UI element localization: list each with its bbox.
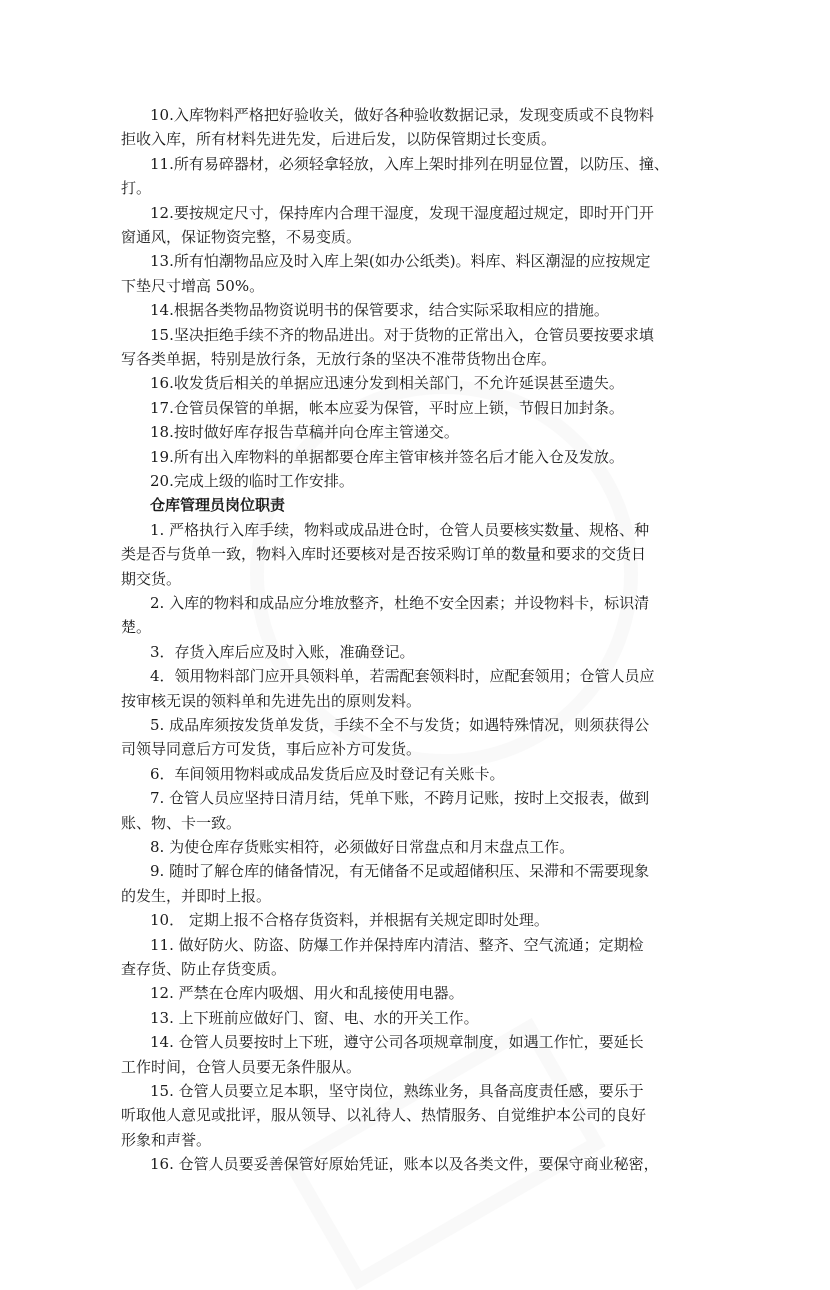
- text-line: 打。: [121, 179, 152, 198]
- text-line: 11. 做好防火、防盗、防爆工作并保持库内清洁、整齐、空气流通；定期检: [150, 935, 644, 954]
- text-line: 3．存货入库后应及时入账，准确登记。: [150, 642, 415, 661]
- text-line: 13.所有怕潮物品应及时入库上架(如办公纸类)。料库、料区潮湿的应按规定: [150, 252, 651, 271]
- text-line: 6．车间领用物料或成品发货后应及时登记有关账卡。: [150, 764, 505, 783]
- text-line: 1. 严格执行入库手续，物料或成品进仓时，仓管人员要核实数量、规格、种: [150, 520, 650, 539]
- section-heading: 仓库管理员岗位职责: [150, 496, 286, 515]
- text-line: 账、物、卡一致。: [121, 813, 242, 832]
- text-line: 4．领用物料部门应开具领料单，若需配套领料时，应配套领用；仓管人员应: [150, 667, 655, 686]
- text-line: 15. 仓管人员要立足本职，坚守岗位，熟练业务，具备高度责任感，要乐于: [150, 1082, 644, 1100]
- text-line: 写各类单据，特别是放行条，无放行条的坚决不准带货物出仓库。: [121, 350, 557, 368]
- text-line: 楚。: [121, 618, 152, 637]
- text-line: 2. 入库的物料和成品应分堆放整齐，杜绝不安全因素；并设物料卡，标识清: [150, 594, 650, 612]
- text-line: 16.收发货后相关的单据应迅速分发到相关部门，不允许延误甚至遗失。: [150, 374, 624, 393]
- text-line: 听取他人意见或批评，服从领导、以礼待人、热情服务、自觉维护本公司的良好: [121, 1106, 647, 1125]
- text-line: 11.所有易碎器材，必须轻拿轻放，入库上架时排列在明显位置，以防压、撞、: [150, 154, 669, 173]
- text-line: 10.入库物料严格把好验收关，做好各种验收数据记录，发现变质或不良物料: [150, 106, 654, 124]
- text-line: 14. 仓管人员要按时上下班，遵守公司各项规章制度，如遇工作忙，要延长: [150, 1033, 644, 1052]
- text-line: 按审核无误的领料单和先进先出的原则发料。: [121, 691, 422, 710]
- text-line: 20.完成上级的临时工作安排。: [150, 472, 354, 490]
- text-line: 18.按时做好库存报告草稿并向仓库主管递交。: [150, 423, 459, 442]
- text-line: 12.要按规定尺寸，保持库内合理干湿度，发现干湿度超过规定，即时开门开: [150, 203, 654, 222]
- text-line: 5. 成品库须按发货单发货，手续不全不与发货；如遇特殊情况，则须获得公: [150, 716, 650, 734]
- text-line: 类是否与货单一致，物料入库时还要核对是否按采购订单的数量和要求的交货日: [121, 545, 647, 564]
- text-line: 13. 上下班前应做好门、窗、电、水的开关工作。: [150, 1008, 479, 1027]
- text-line: 12. 严禁在仓库内吸烟、用火和乱接使用电器。: [150, 984, 464, 1003]
- text-line: 查存货、防止存货变质。: [121, 960, 287, 978]
- text-line: 司领导同意后方可发货，事后应补方可发货。: [121, 740, 422, 759]
- text-line: 的发生，并即时上报。: [121, 886, 272, 905]
- text-line: 工作时间，仓管人员要无条件服从。: [121, 1057, 362, 1076]
- text-line: 形象和声誉。: [121, 1130, 212, 1149]
- text-line: 9. 随时了解仓库的储备情况，有无储备不足或超储积压、呆滞和不需要现象: [150, 862, 650, 881]
- text-line: 窗通风，保证物资完整，不易变质。: [121, 228, 362, 246]
- text-line: 17.仓管员保管的单据，帐本应妥为保管，平时应上锁，节假日加封条。: [150, 398, 624, 417]
- text-line: 15.坚决拒绝手续不齐的物品进出。对于货物的正常出入，仓管员要按要求填: [150, 325, 654, 344]
- text-line: 7. 仓管人员应坚持日清月结，凭单下账，不跨月记账，按时上交报表，做到: [150, 789, 650, 808]
- text-line: 拒收入库，所有材料先进先发，后进后发，以防保管期过长变质。: [121, 130, 557, 149]
- text-line: 8. 为使仓库存货账实相符，必须做好日常盘点和月末盘点工作。: [150, 838, 575, 856]
- text-line: 期交货。: [121, 569, 182, 588]
- text-line: 19.所有出入库物料的单据都要仓库主管审核并签名后才能入仓及发放。: [150, 447, 624, 466]
- text-line: 下垫尺寸增高 50%。: [121, 276, 265, 295]
- text-line: 16. 仓管人员要妥善保管好原始凭证，账本以及各类文件，要保守商业秘密，: [150, 1155, 659, 1174]
- text-line: 10． 定期上报不合格存货资料，并根据有关规定即时处理。: [150, 911, 549, 930]
- text-line: 14.根据各类物品物资说明书的保管要求，结合实际采取相应的措施。: [150, 301, 609, 320]
